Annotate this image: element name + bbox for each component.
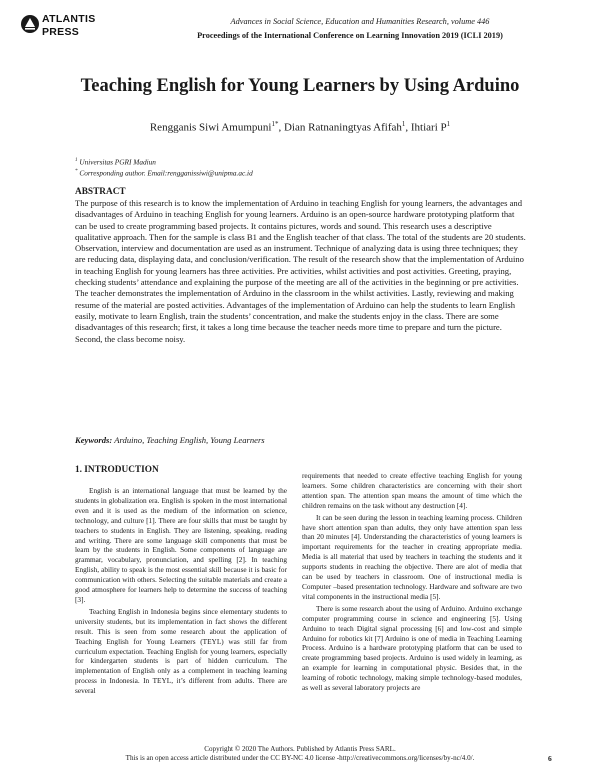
publisher-logo xyxy=(20,12,110,48)
page-number: 6 xyxy=(548,754,552,763)
keywords-line xyxy=(75,435,265,445)
paper-title: Teaching English for Young Learners by Using Arduino xyxy=(80,76,520,96)
affiliation-line xyxy=(75,156,253,167)
keywords-label: Keywords: xyxy=(75,435,113,445)
journal-name: Advances in Social Science, Education and Humanities Research, volume 446 xyxy=(230,17,490,26)
corresponding-author-text: Corresponding author. Email:rengganissiwi@unipma.ac.id xyxy=(79,168,253,178)
atlantis-press-logo-icon xyxy=(20,14,40,34)
affiliations xyxy=(75,156,253,179)
copyright-line: Copyright © 2020 The Authors. Published by Atlantis Press SARL. xyxy=(204,745,396,753)
body-paragraph: There is some research about the using of Arduino. Arduino exchange computer programming course in science and engineering [5]. Using Arduino to teach Digital signal processing [6] and low-cost and simple Arduino for robotics kit [7] Arduino is one of media in Teaching Learning Process. Arduino is a hardware prototyping platform that can be used to create programming based projects. Arduino is used widely in learning, as an example for learning in computational physic. Besides that, in the learning of robotic technology, making simple technology-based modules, as well as several laboratory projects are xyxy=(302,603,522,693)
corresponding-superscript: * xyxy=(75,169,78,175)
affiliation-superscript: 1 xyxy=(75,158,78,163)
logo-text-line1: ATLANTIS xyxy=(42,13,96,25)
body-paragraph: English is an international language that must be learned by the students in globalization era. English is spoken in the most international even and it is used as the medium of the information on science, technology, and culture [1]. There are four skills that must be taught by teachers to students in English. They are listening, speaking, reading and writing. There are some language skill components that must be learn by the students in English. Some components of language are grammar, vocabulary, pronunciation, and spelling [2]. In teaching English, ability to speak is the most essential skill because it is basic for communication with others. Selecting the suitable materials and create a good atmosphere for learners help to determine the success of teaching [3]. xyxy=(75,486,287,604)
author-name: Rengganis Siwi Amumpuni xyxy=(149,121,272,134)
left-column xyxy=(75,486,287,698)
keywords-text: Arduino, Teaching English, Young Learners xyxy=(114,435,265,445)
body-paragraph: requirements that needed to create effective teaching English for young learners. Some children characteristics are concerning with their short attention span. The attention span means the amount of time which the children remains on the task without any destruction [4]. xyxy=(302,471,522,510)
right-column xyxy=(302,471,522,695)
author-list: Rengganis Siwi Amumpuni$^{1*}$, Dian Ratnaningtyas Afifah$^1$, Ihtiari $P^1$ xyxy=(149,120,451,134)
abstract-text: The purpose of this research is to know the implementation of Arduino in teaching English for young learners, the advantages and disadvantages of Arduino in teaching English for young learners. Arduino is an open-source hardware prototyping platform that can be used to create programming based projects. It contains pictures, words and sound. This research uses a descriptive qualitative approach. Then for the sample is class B1 and the English teacher of that class. The total of the students are 20 students. Observation, interview and documentation are used as an instrument. Technique of analyzing data is using three techniques; they are reducing data, displaying data, and conclusion/verification. The result of the research show that the implementation of Arduino in teaching English for young learners has three activities. Pre activities, whilst activities and post activities. Greeting, praying, checking students’ attendance and explaining the purpose of the meeting are all of the activities in the beginning or pre activities. The teacher demonstrates the implementation of Arduino in the classroom in the whilst activities. Lastly, reviewing and making resume of the material are posted activities. Advantages of the implementation of Arduino can help the students to learn English easily, motivate to learn English, train the students’ concentration, and make the students enjoy in the class. There are some disadvantages of this research; first, it takes a long time because the teacher needs more time to prepare and turn the picture. Second, the class become noisy. xyxy=(75,198,526,344)
author-name: Dian Ratnaningtyas Afifah xyxy=(283,121,402,134)
body-paragraph: Teaching English in Indonesia begins since elementary students to university students, but its implementation in fact shows the different result. This is seen from some research about the application of Teaching English for Young Learners (TEYL) was still far from curriculum expectation. Teaching English for young learners, especially for kindergarten students is part of hidden curriculum. The implementation of English only as a complement in teaching learning process in Indonesia. In TEYL, it’s different from adults. There are several xyxy=(75,606,287,696)
author-superscript: 1* xyxy=(271,120,279,128)
section-heading-introduction: 1. INTRODUCTION xyxy=(75,465,159,475)
abstract-heading: ABSTRACT xyxy=(75,187,126,197)
body-paragraph: It can be seen during the lesson in teaching learning process. Children have short attention span than adults, they only have attention span less than 20 minutes [4]. Understanding the characteristics of young learners is important requirements for the teacher in creating appropriate media. Media is all material that used by teachers in teaching the students and it supports students in reaching the objective. There are alot of media that can be used by teachers in classroom. One of instructional media is Computer –based presentation technology. Hardware and software are two vital components in the instructional media [5]. xyxy=(302,512,522,601)
proceedings-name: Proceedings of the International Conference on Learning Innovation 2019 (ICLI 2019) xyxy=(197,31,503,40)
logo-text-line2: PRESS xyxy=(42,26,80,38)
author-name: Ihtiari P xyxy=(410,121,447,134)
license-line: This is an open access article distributed under the CC BY-NC 4.0 license -http://creativecommons.org/licenses/by-nc/4.0/. xyxy=(125,754,475,763)
corresponding-line xyxy=(75,167,253,178)
affiliation-text: Universitas PGRI Madiun xyxy=(79,157,156,167)
author-superscript: 1 xyxy=(401,120,406,128)
copyright-footer xyxy=(40,745,560,764)
author-superscript: 1 xyxy=(446,120,451,128)
